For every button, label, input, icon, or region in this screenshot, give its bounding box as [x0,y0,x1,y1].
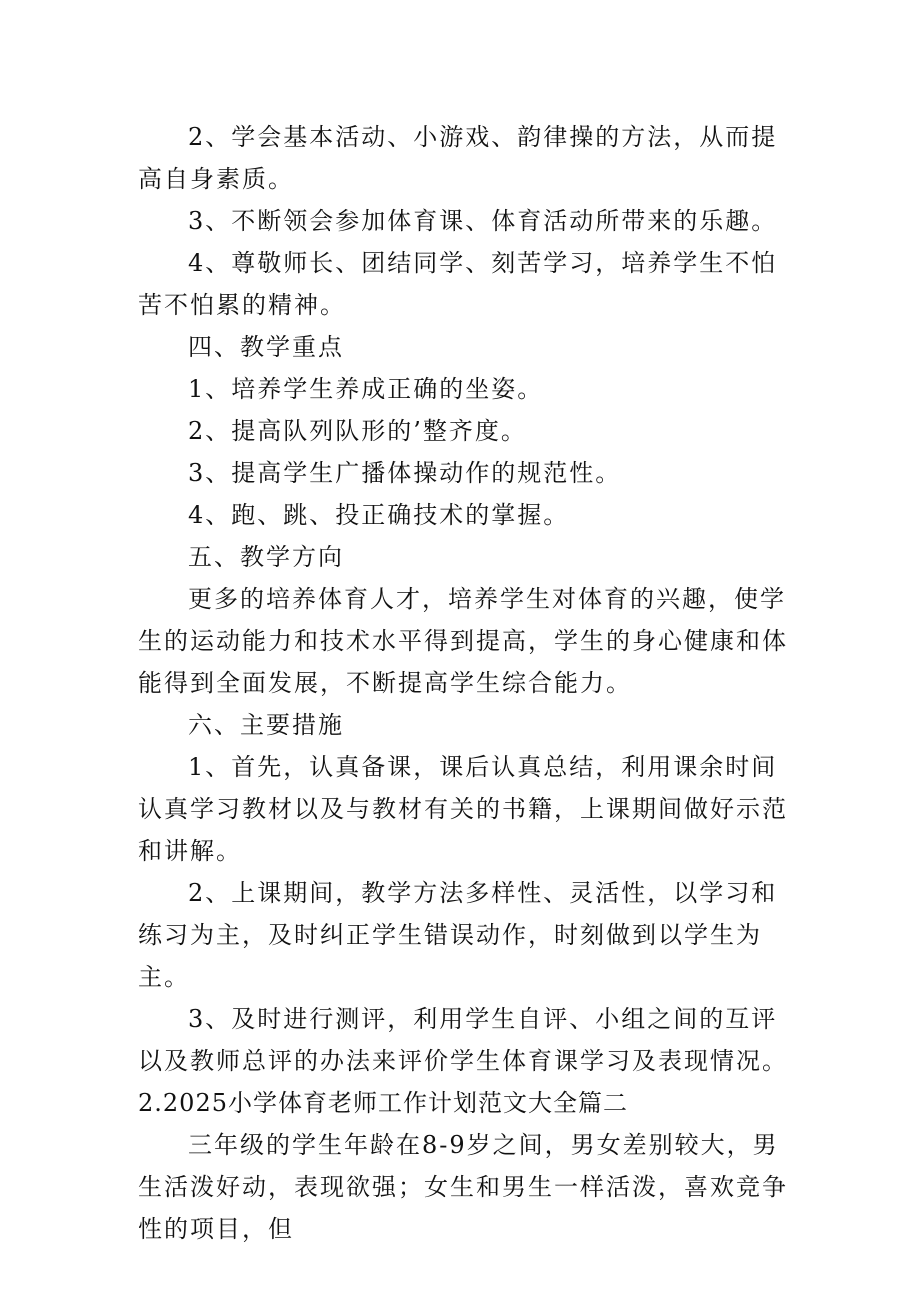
document-body [138,116,788,1250]
paragraph-student-analysis: 三年级的学生年龄在8-9岁之间，男女差别较大，男生活泼好动，表现欲强；女生和男生一样活泼，喜欢竞争性的项目，但 [138,1131,788,1243]
paragraph-goal-4: 4、尊敬师长、团结同学、刻苦学习，培养学生不怕苦不怕累的精神。 [138,249,778,319]
paragraph-direction: 更多的培养体育人才，培养学生对体育的兴趣，使学生的运动能力和技术水平得到提高，学生的身心健康和体能得到全面发展，不断提高学生综合能力。 [138,585,788,697]
paragraph-focus-3: 3、提高学生广播体操动作的规范性。 [188,459,622,487]
paragraph-measure-3: 3、及时进行测评，利用学生自评、小组之间的互评以及教师总评的办法来评价学生体育课学习及表现情况。 [138,1005,788,1075]
heading-main-measures: 六、主要措施 [188,711,344,739]
heading-teaching-direction: 五、教学方向 [188,543,344,571]
paragraph-focus-2: 2、提高队列队形的’整齐度。 [188,417,527,445]
paragraph-measure-2: 2、上课期间，教学方法多样性、灵活性，以学习和练习为主，及时纠正学生错误动作，时刻做到以学生为主。 [138,879,778,991]
section-title: 2.2025小学体育老师工作计划范文大全篇二 [138,1089,628,1117]
heading-teaching-focus: 四、教学重点 [188,333,344,361]
paragraph-goal-3: 3、不断领会参加体育课、体育活动所带来的乐趣。 [188,207,778,235]
paragraph-focus-1: 1、培养学生养成正确的坐姿。 [188,375,544,403]
paragraph-focus-4: 4、跑、跳、投正确技术的掌握。 [188,501,570,529]
paragraph-goal-2: 2、学会基本活动、小游戏、韵律操的方法，从而提高自身素质。 [138,123,778,193]
paragraph-measure-1: 1、首先，认真备课，课后认真总结，利用课余时间认真学习教材以及与教材有关的书籍，上课期间做好示范和讲解。 [138,753,788,865]
